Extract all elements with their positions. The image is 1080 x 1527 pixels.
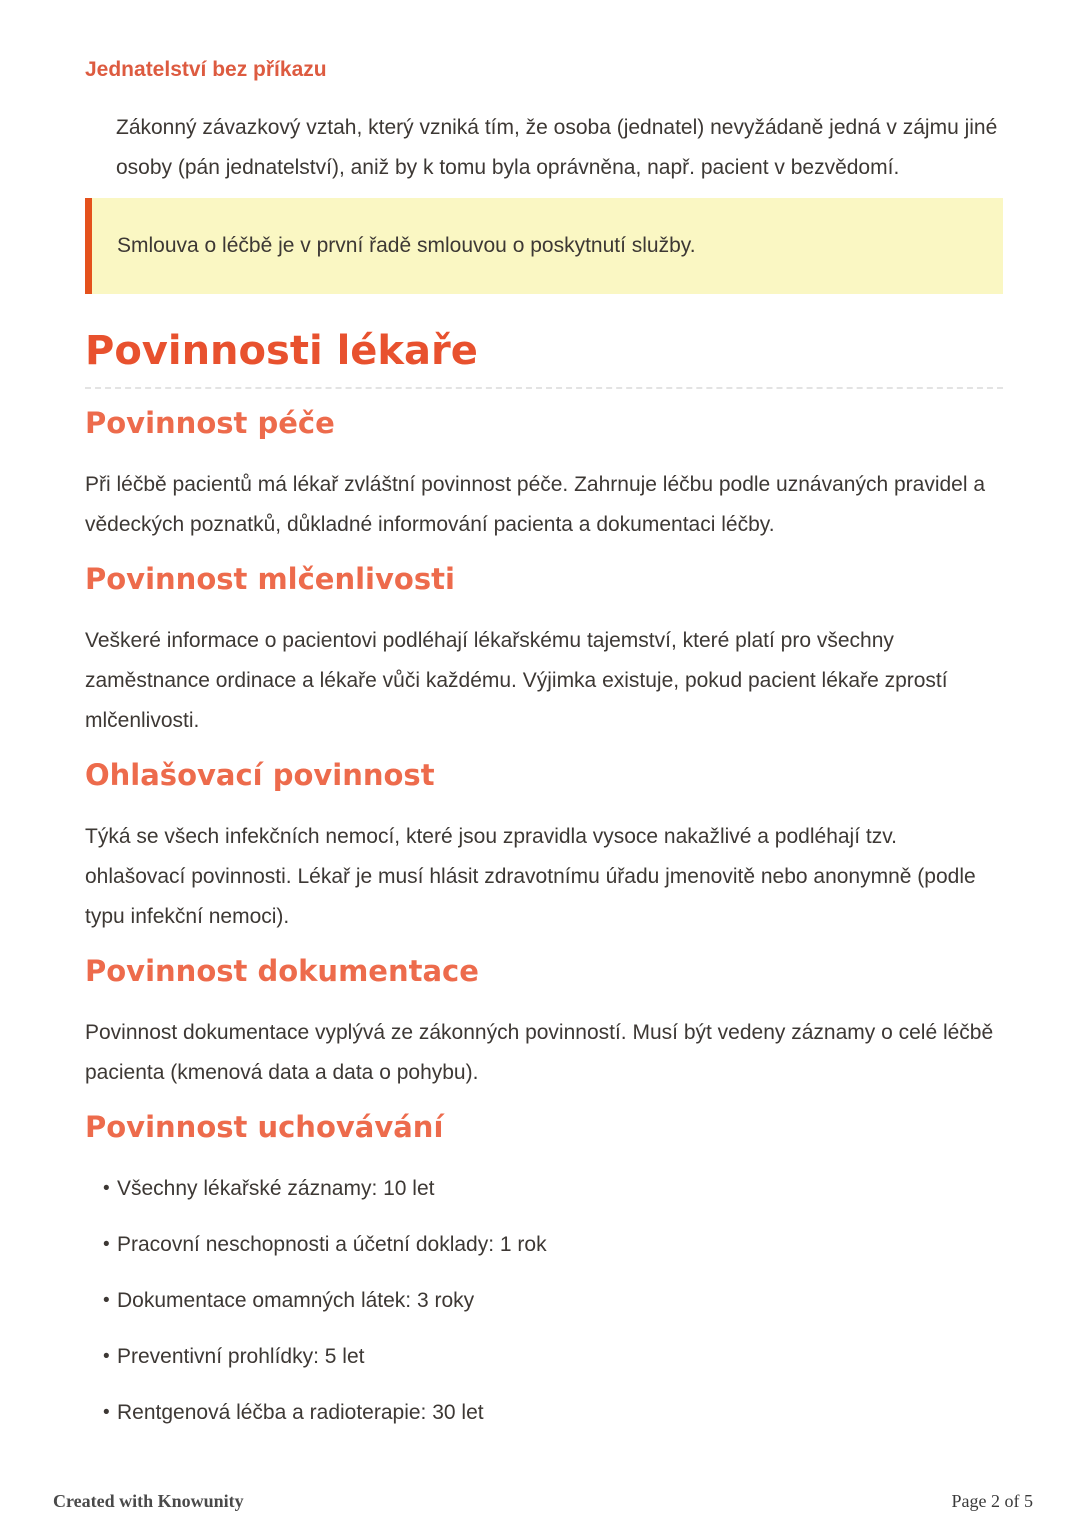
list-item: • Dokumentace omamných látek: 3 roky: [117, 1287, 1003, 1314]
section-paragraph: Při léčbě pacientů má lékař zvláštní povinnost péče. Zahrnuje léčbu podle uznávaných pravidel a vědeckých poznatků, důkladné informování pacienta a dokumentaci léčby.: [85, 473, 986, 536]
highlight-callout: [85, 198, 1003, 294]
term-heading: Jednatelství bez příkazu: [85, 58, 327, 81]
section-paragraph: Veškeré informace o pacientovi podléhají lékařskému tajemství, které platí pro všechny zaměstnance ordinace a lékaře vůči každému. Výjimka existuje, pokud pacient lékaře zprostí mlčenlivosti.: [85, 629, 948, 732]
section-heading: Povinnost dokumentace: [85, 954, 479, 988]
list-item: • Všechny lékařské záznamy: 10 let: [117, 1175, 1003, 1202]
section-paragraph: Povinnost dokumentace vyplývá ze zákonných povinností. Musí být vedeny záznamy o celé léčbě pacienta (kmenová data a data o pohybu).: [85, 1021, 994, 1084]
term-definition: Zákonný závazkový vztah, který vzniká tím, že osoba (jednatel) nevyžádaně jedná v zájmu jiné osoby (pán jednatelství), aniž by k tomu byla oprávněna, např. pacient v bezvědomí.: [116, 116, 998, 179]
retention-list: [85, 1175, 1003, 1426]
section-heading: Povinnost mlčenlivosti: [85, 562, 455, 596]
page-number-label: Page 2 of 5: [951, 1491, 1033, 1511]
callout-text: Smlouva o léčbě je v první řadě smlouvou o poskytnutí služby.: [117, 234, 696, 257]
sections-container: [85, 405, 1003, 1426]
page-footer: [53, 1491, 1033, 1512]
list-item: • Rentgenová léčba a radioterapie: 30 let: [117, 1399, 1003, 1426]
page-title: Povinnosti lékaře: [85, 328, 1003, 389]
section-paragraph: Týká se všech infekčních nemocí, které jsou zpravidla vysoce nakažlivé a podléhají tzv. ohlašovací povinnosti. Lékař je musí hlásit zdravotnímu úřadu jmenovitě nebo anonymně (podle typu infekční nemoci).: [85, 825, 976, 928]
created-with-label: Created with Knowunity: [53, 1491, 244, 1511]
list-item: • Pracovní neschopnosti a účetní doklady: 1 rok: [117, 1231, 1003, 1258]
document-content: [85, 0, 1003, 1455]
section-heading: Povinnost uchovávání: [85, 1110, 444, 1144]
section-heading: Ohlašovací povinnost: [85, 758, 435, 792]
list-item: • Preventivní prohlídky: 5 let: [117, 1343, 1003, 1370]
section-heading: Povinnost péče: [85, 406, 335, 440]
